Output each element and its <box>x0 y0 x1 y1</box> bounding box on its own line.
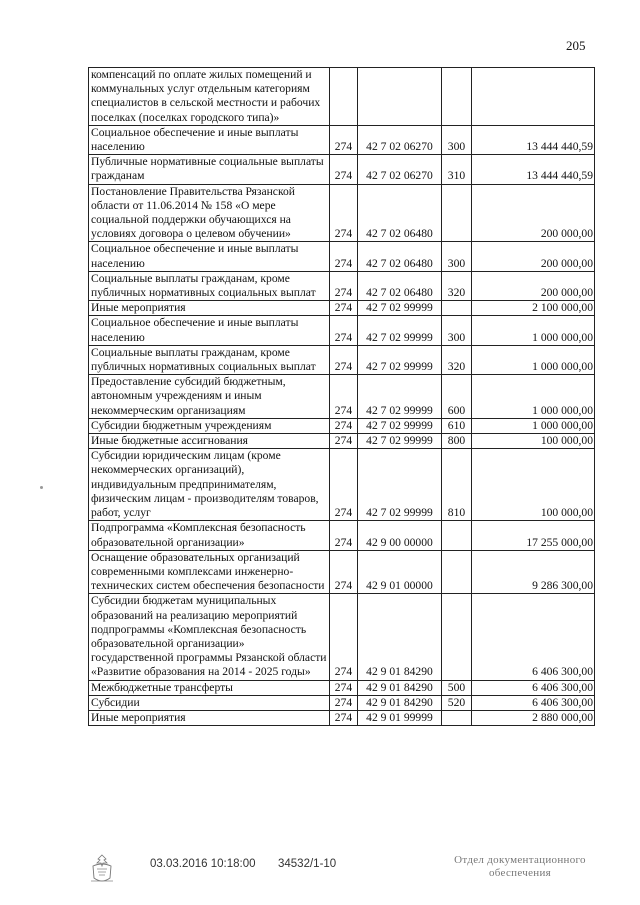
row-csr-cell: 42 7 02 06270 <box>358 155 442 184</box>
footer-document-number: 34532/1-10 <box>278 858 337 870</box>
row-vr-cell: 800 <box>442 434 472 449</box>
row-vr-cell <box>442 710 472 725</box>
row-code-cell: 274 <box>330 242 358 271</box>
row-sum-cell: 200 000,00 <box>472 271 595 300</box>
row-sum-cell: 6 406 300,00 <box>472 695 595 710</box>
row-csr-cell: 42 7 02 99999 <box>358 375 442 419</box>
row-csr-cell: 42 7 02 99999 <box>358 316 442 345</box>
row-sum-cell: 6 406 300,00 <box>472 594 595 680</box>
row-sum-cell: 200 000,00 <box>472 184 595 242</box>
table-row <box>89 375 595 419</box>
row-vr-cell <box>442 68 472 126</box>
row-code-cell: 274 <box>330 125 358 154</box>
row-csr-cell: 42 7 02 99999 <box>358 301 442 316</box>
row-name-cell: Социальные выплаты гражданам, кроме публичных нормативных социальных выплат <box>89 345 330 374</box>
stamp-line-2: обеспечения <box>488 867 552 879</box>
row-code-cell: 274 <box>330 449 358 521</box>
row-vr-cell: 600 <box>442 375 472 419</box>
table-row <box>89 316 595 345</box>
row-vr-cell <box>442 301 472 316</box>
row-name-cell: Субсидии бюджетам муниципальных образований на реализацию мероприятий подпрограммы «Комплексная безопасность образовательной организации» государственной программы Рязанской области «Развитие образования на 2014 - 2025 годы» <box>89 594 330 680</box>
stamp-line-1: Отдел документационного <box>454 854 586 866</box>
department-stamp <box>445 854 595 880</box>
row-vr-cell: 810 <box>442 449 472 521</box>
row-name-cell: Субсидии бюджетным учреждениям <box>89 418 330 433</box>
row-code-cell: 274 <box>330 301 358 316</box>
row-csr-cell <box>358 68 442 126</box>
row-code-cell: 274 <box>330 550 358 594</box>
row-vr-cell: 500 <box>442 680 472 695</box>
row-name-cell: Иные мероприятия <box>89 710 330 725</box>
row-vr-cell: 520 <box>442 695 472 710</box>
page-footer <box>0 852 640 892</box>
row-code-cell: 274 <box>330 710 358 725</box>
row-vr-cell: 610 <box>442 418 472 433</box>
row-csr-cell: 42 7 02 99999 <box>358 345 442 374</box>
table-row <box>89 550 595 594</box>
row-csr-cell: 42 7 02 99999 <box>358 449 442 521</box>
row-name-cell: Субсидии <box>89 695 330 710</box>
table-row <box>89 155 595 184</box>
row-sum-cell: 2 100 000,00 <box>472 301 595 316</box>
row-name-cell: компенсаций по оплате жилых помещений и коммунальных услуг отдельным категориям специалистов в сельской местности и рабочих поселках (поселках городского типа)» <box>89 68 330 126</box>
budget-table-body <box>89 68 595 726</box>
table-row <box>89 68 595 126</box>
row-vr-cell: 300 <box>442 316 472 345</box>
row-name-cell: Социальное обеспечение и иные выплаты населению <box>89 316 330 345</box>
table-row <box>89 418 595 433</box>
table-row <box>89 594 595 680</box>
row-code-cell: 274 <box>330 418 358 433</box>
table-row <box>89 695 595 710</box>
row-vr-cell <box>442 184 472 242</box>
row-name-cell: Межбюджетные трансферты <box>89 680 330 695</box>
row-code-cell: 274 <box>330 271 358 300</box>
table-row <box>89 449 595 521</box>
row-csr-cell: 42 7 02 06480 <box>358 271 442 300</box>
row-sum-cell: 13 444 440,59 <box>472 125 595 154</box>
row-csr-cell: 42 7 02 06480 <box>358 242 442 271</box>
table-row <box>89 434 595 449</box>
table-row <box>89 184 595 242</box>
row-code-cell: 274 <box>330 184 358 242</box>
row-sum-cell: 9 286 300,00 <box>472 550 595 594</box>
row-vr-cell: 320 <box>442 271 472 300</box>
table-row <box>89 125 595 154</box>
row-sum-cell: 6 406 300,00 <box>472 680 595 695</box>
budget-table <box>88 67 595 726</box>
row-code-cell: 274 <box>330 695 358 710</box>
row-name-cell: Подпрограмма «Комплексная безопасность образовательной организации» <box>89 521 330 550</box>
row-csr-cell: 42 7 02 99999 <box>358 434 442 449</box>
row-name-cell: Предоставление субсидий бюджетным, автономным учреждениям и иным некоммерческим организациям <box>89 375 330 419</box>
table-row <box>89 345 595 374</box>
row-vr-cell: 300 <box>442 125 472 154</box>
row-code-cell: 274 <box>330 434 358 449</box>
row-csr-cell: 42 9 01 84290 <box>358 680 442 695</box>
row-code-cell: 274 <box>330 594 358 680</box>
row-name-cell: Постановление Правительства Рязанской области от 11.06.2014 № 158 «О мере социальной поддержки обучающихся на условиях договора о целевом обучении» <box>89 184 330 242</box>
row-sum-cell: 200 000,00 <box>472 242 595 271</box>
row-csr-cell: 42 9 01 99999 <box>358 710 442 725</box>
row-csr-cell: 42 9 00 00000 <box>358 521 442 550</box>
row-vr-cell <box>442 521 472 550</box>
table-row <box>89 271 595 300</box>
row-sum-cell: 2 880 000,00 <box>472 710 595 725</box>
page-number: 205 <box>566 38 586 53</box>
row-sum-cell: 100 000,00 <box>472 434 595 449</box>
row-name-cell: Социальные выплаты гражданам, кроме публичных нормативных социальных выплат <box>89 271 330 300</box>
row-csr-cell: 42 7 02 06480 <box>358 184 442 242</box>
row-sum-cell <box>472 68 595 126</box>
row-vr-cell <box>442 550 472 594</box>
scan-dot <box>40 486 43 489</box>
row-sum-cell: 1 000 000,00 <box>472 316 595 345</box>
row-vr-cell: 320 <box>442 345 472 374</box>
row-name-cell: Субсидии юридическим лицам (кроме некоммерческих организаций), индивидуальным предпринимателям, физическим лицам - производителям товаров, работ, услуг <box>89 449 330 521</box>
row-csr-cell: 42 9 01 84290 <box>358 594 442 680</box>
row-sum-cell: 13 444 440,59 <box>472 155 595 184</box>
row-name-cell: Публичные нормативные социальные выплаты гражданам <box>89 155 330 184</box>
row-code-cell: 274 <box>330 345 358 374</box>
coat-of-arms-emblem-icon <box>88 854 116 884</box>
row-sum-cell: 1 000 000,00 <box>472 345 595 374</box>
row-code-cell: 274 <box>330 680 358 695</box>
row-name-cell: Иные бюджетные ассигнования <box>89 434 330 449</box>
row-code-cell: 274 <box>330 316 358 345</box>
row-vr-cell: 300 <box>442 242 472 271</box>
row-csr-cell: 42 7 02 06270 <box>358 125 442 154</box>
row-name-cell: Социальное обеспечение и иные выплаты населению <box>89 242 330 271</box>
table-row <box>89 301 595 316</box>
row-csr-cell: 42 9 01 84290 <box>358 695 442 710</box>
row-code-cell: 274 <box>330 521 358 550</box>
row-code-cell: 274 <box>330 375 358 419</box>
footer-date: 03.03.2016 10:18:00 <box>150 858 256 870</box>
row-name-cell: Оснащение образовательных организаций современными комплексами инженерно-технических систем обеспечения безопасности <box>89 550 330 594</box>
row-vr-cell <box>442 594 472 680</box>
row-name-cell: Иные мероприятия <box>89 301 330 316</box>
row-csr-cell: 42 7 02 99999 <box>358 418 442 433</box>
row-sum-cell: 17 255 000,00 <box>472 521 595 550</box>
row-name-cell: Социальное обеспечение и иные выплаты населению <box>89 125 330 154</box>
row-sum-cell: 1 000 000,00 <box>472 375 595 419</box>
table-row <box>89 521 595 550</box>
row-csr-cell: 42 9 01 00000 <box>358 550 442 594</box>
row-sum-cell: 100 000,00 <box>472 449 595 521</box>
table-row <box>89 710 595 725</box>
table-row <box>89 680 595 695</box>
row-vr-cell: 310 <box>442 155 472 184</box>
row-code-cell <box>330 68 358 126</box>
table-row <box>89 242 595 271</box>
row-sum-cell: 1 000 000,00 <box>472 418 595 433</box>
row-code-cell: 274 <box>330 155 358 184</box>
